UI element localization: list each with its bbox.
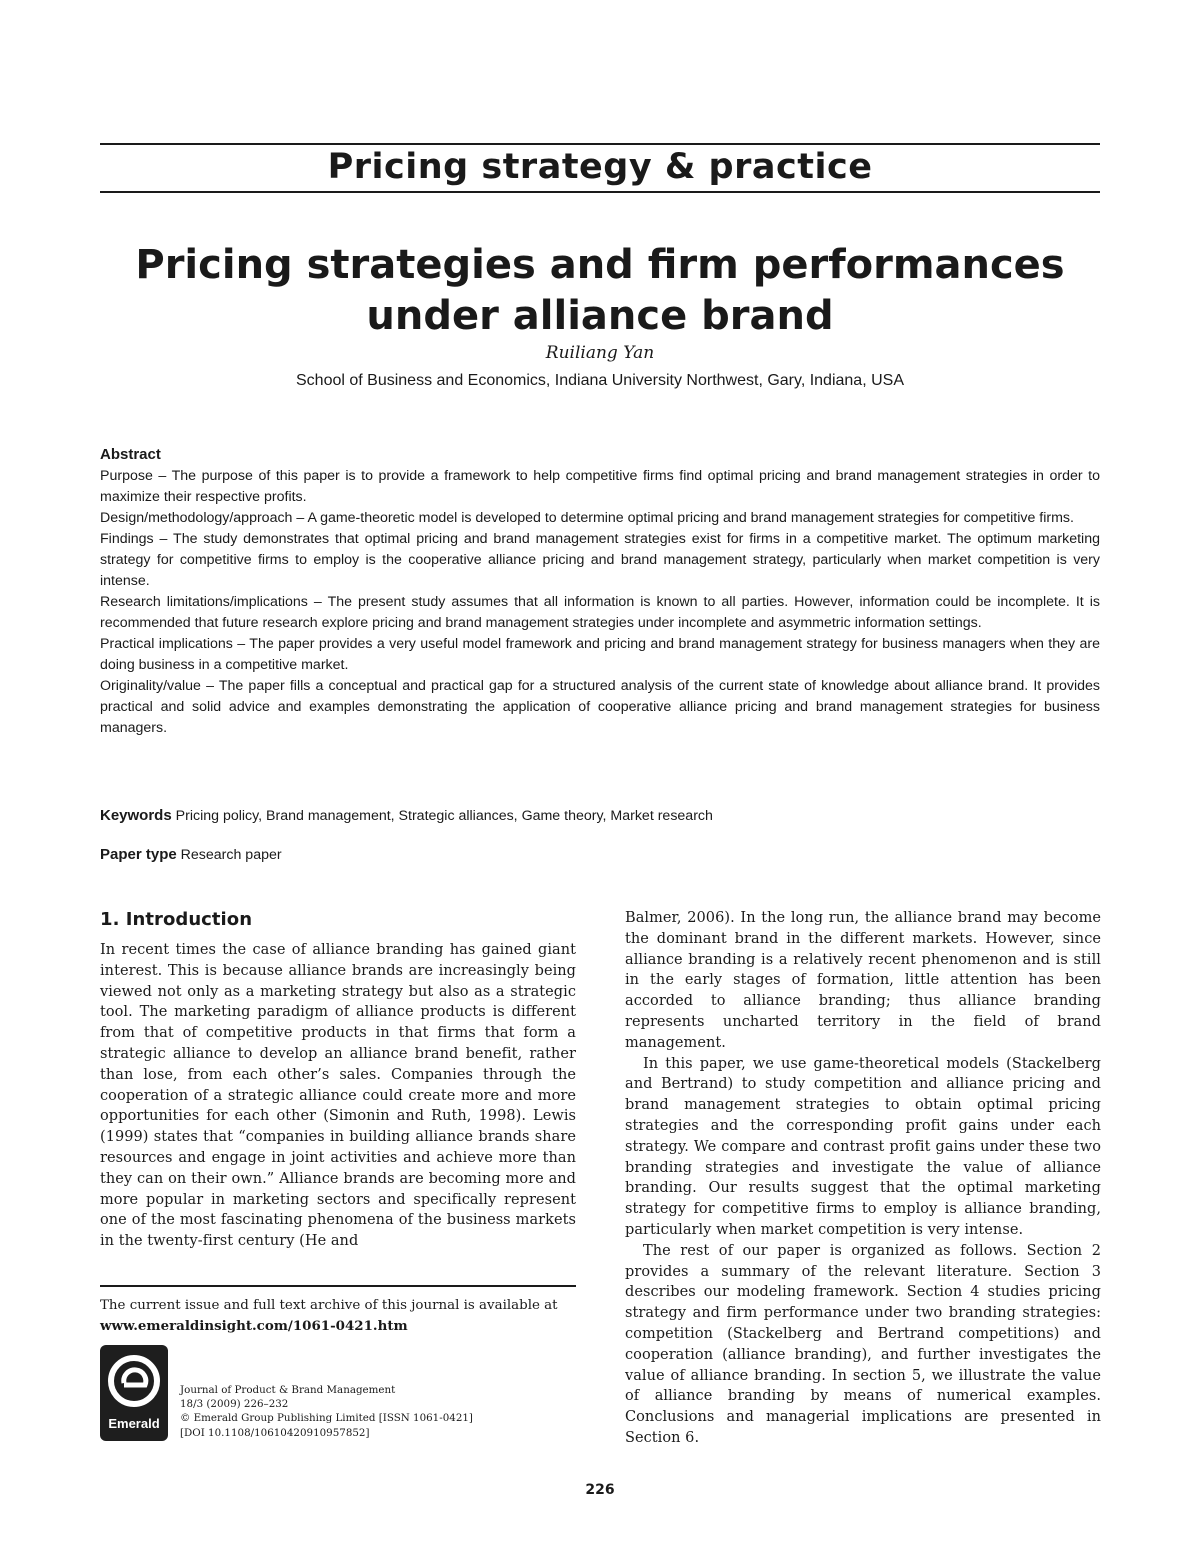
emerald-e-icon	[100, 1345, 168, 1417]
abstract-heading: Abstract	[100, 446, 161, 463]
abstract-text: – The present study assumes that all information is known to all parties. However, information could be incomplete. It is recommended that future research explore pricing and brand management strategies under incomplete and asymmetric information settings.	[100, 594, 1101, 631]
abstract-text: – The paper fills a conceptual and practical gap for a structured analysis of the current state of knowledge about alliance brand. It provides practical and solid advice and examples demonstrating the application of cooperative alliance pricing and brand management strategies for business managers.	[100, 678, 1100, 736]
emerald-logo	[100, 1345, 168, 1441]
journal-line: © Emerald Group Publishing Limited [ISSN 1061-0421]	[180, 1412, 473, 1425]
abstract-item	[100, 466, 1100, 508]
archive-link[interactable]: www.emeraldinsight.com/1061-0421.htm	[100, 1318, 408, 1334]
archive-note	[100, 1296, 576, 1336]
archive-text: The current issue and full text archive of this journal is available at	[100, 1298, 558, 1313]
journal-line: Journal of Product & Brand Management	[180, 1384, 396, 1396]
abstract-text: – The paper provides a very useful model framework and pricing and brand management strategy for business managers when they are doing business in a competitive market.	[100, 636, 1100, 673]
keywords-text: Pricing policy, Brand management, Strategic alliances, Game theory, Market research	[171, 808, 713, 824]
section-banner	[100, 143, 1100, 193]
abstract-text: – The purpose of this paper is to provide a framework to help competitive firms find optimal pricing and brand management strategies in order to maximize their respective profits.	[100, 468, 1100, 505]
footnote-divider	[100, 1285, 576, 1287]
paper-type-text: Research paper	[176, 847, 282, 863]
body-paragraph: The rest of our paper is organized as follows. Section 2 provides a summary of the relevant literature. Section 3 describes our modeling framework. Section 4 studies pricing strategy and firm performance under two branding strategies: competition (Stackelberg and Bertrand competitions) and cooperation (alliance branding), and further investigates the value of alliance branding. In section 5, we illustrate the value of alliance branding by means of numerical examples. Conclusions and managerial implications are presented in Section 6.	[625, 1242, 1101, 1446]
page-number: 226	[585, 1482, 615, 1498]
author-affiliation: School of Business and Economics, Indiana University Northwest, Gary, Indiana, USA	[296, 372, 904, 389]
abstract-label: Originality/value	[100, 678, 201, 694]
abstract-item	[100, 676, 1100, 739]
abstract-label: Design/methodology/approach	[100, 510, 293, 526]
journal-line: 18/3 (2009) 226–232	[180, 1398, 289, 1411]
abstract-text: – A game-theoretic model is developed to determine optimal pricing and brand management strategies for competitive firms.	[292, 510, 1074, 526]
abstract-label: Practical implications	[100, 636, 233, 652]
introduction-heading: 1. Introduction	[100, 909, 253, 930]
abstract-label: Findings	[100, 531, 154, 547]
abstract	[100, 444, 1100, 739]
abstract-item	[100, 592, 1100, 634]
journal-info	[180, 1383, 600, 1440]
right-column	[625, 908, 1101, 1449]
keywords	[100, 805, 1100, 827]
logo-wordmark: Emerald	[108, 1416, 160, 1431]
abstract-item	[100, 529, 1100, 592]
body-paragraph: Balmer, 2006). In the long run, the alliance brand may become the dominant brand in the different markets. However, since alliance branding is a relatively recent phenomenon and is still in the early stages of formation, little attention has been accorded to alliance branding; thus alliance branding represents uncharted territory in the field of brand management.	[625, 910, 1101, 1051]
journal-line: [DOI 10.1108/10610420910957852]	[180, 1426, 370, 1439]
abstract-item	[100, 508, 1100, 529]
author-name: Ruiliang Yan	[545, 343, 655, 363]
section-title: Pricing strategy & practice	[327, 147, 873, 187]
keywords-label: Keywords	[100, 807, 172, 824]
body-paragraph: In this paper, we use game-theoretical models (Stackelberg and Bertrand) to study competition and alliance pricing and brand management strategies to obtain optimal pricing strategies and the corresponding profit gains under each strategy. We compare and contrast profit gains under these two branding strategies and investigate the value of alliance branding. Our results suggest that the optimal marketing strategy for competitive firms to employ is alliance branding, particularly when market competition is very intense.	[625, 1055, 1101, 1238]
body-paragraph: In recent times the case of alliance branding has gained giant interest. This is because alliance brands are increasingly being viewed not only as a marketing strategy but also as a strategic tool. The marketing paradigm of alliance products is different from that of competitive products in that firms that form a strategic alliance to develop an alliance brand benefit, rather than lose, from each other’s sales. Companies through the cooperation of a strategic alliance could create more and more opportunities for each other (Simonin and Ruth, 1998). Lewis (1999) states that “companies in building alliance brands share resources and engage in joint activities and achieve more than they can on their own.” Alliance brands are becoming more and more popular in marketing sectors and specifically represent one of the most fascinating phenomena of the business markets in the twenty-first century (He and	[100, 942, 576, 1250]
left-column	[100, 908, 576, 1252]
paper-type	[100, 844, 1100, 866]
abstract-text: – The study demonstrates that optimal pricing and brand management strategies exist for firms in a competitive market. The optimum marketing strategy for competitive firms to employ is the cooperative alliance pricing and brand management strategy, particularly when market competition is very intense.	[100, 531, 1100, 589]
paper-type-label: Paper type	[100, 846, 177, 863]
abstract-item	[100, 634, 1100, 676]
paper-title: Pricing strategies and firm performances under alliance brand	[135, 242, 1065, 339]
abstract-label: Purpose	[100, 468, 153, 484]
abstract-label: Research limitations/implications	[100, 594, 308, 610]
